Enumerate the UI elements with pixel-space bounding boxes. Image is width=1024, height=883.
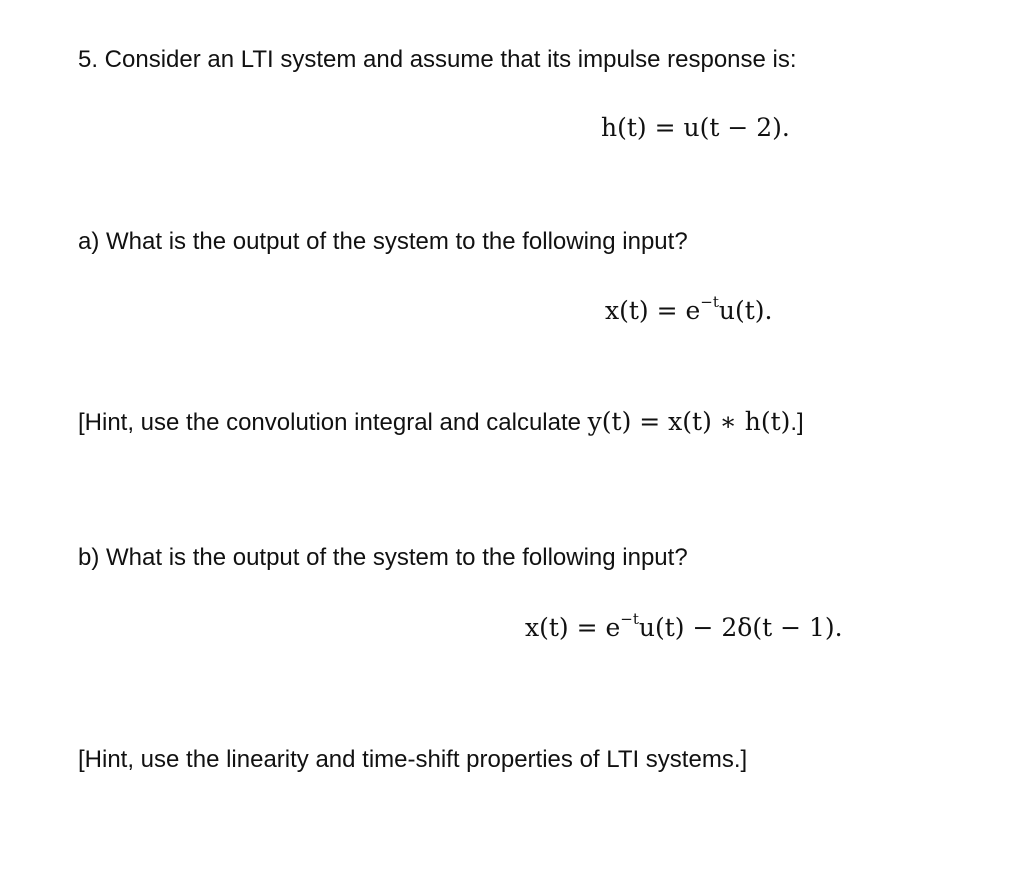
part-b-input-equation (525, 611, 843, 645)
part-a-hint-suffix: .] (790, 409, 804, 436)
part-a-equation-base: x(t) = e (605, 296, 701, 325)
impulse-response-equation: h(t) = u(t − 2). (601, 113, 790, 142)
part-a-hint-text: [Hint, use the convolution integral and calculate (78, 409, 588, 436)
part-b-hint: [Hint, use the linearity and time-shift properties of LTI systems.] (78, 746, 748, 773)
part-a-equation-exponent: −t (700, 293, 719, 311)
part-b-equation-tail: u(t) − 2δ(t − 1). (638, 613, 843, 642)
part-a-equation-tail: u(t). (718, 296, 773, 325)
part-a-input-equation (605, 294, 773, 328)
part-b-equation-base: x(t) = e (525, 613, 621, 642)
part-b-prompt: b) What is the output of the system to the following input? (78, 544, 688, 571)
question-title: 5. Consider an LTI system and assume that its impulse response is: (78, 46, 797, 73)
part-a-hint (78, 406, 804, 439)
part-a-prompt: a) What is the output of the system to the following input? (78, 228, 688, 255)
part-a-hint-math: y(t) = x(t) ∗ h(t) (587, 407, 791, 436)
part-b-equation-exponent: −t (620, 610, 639, 628)
